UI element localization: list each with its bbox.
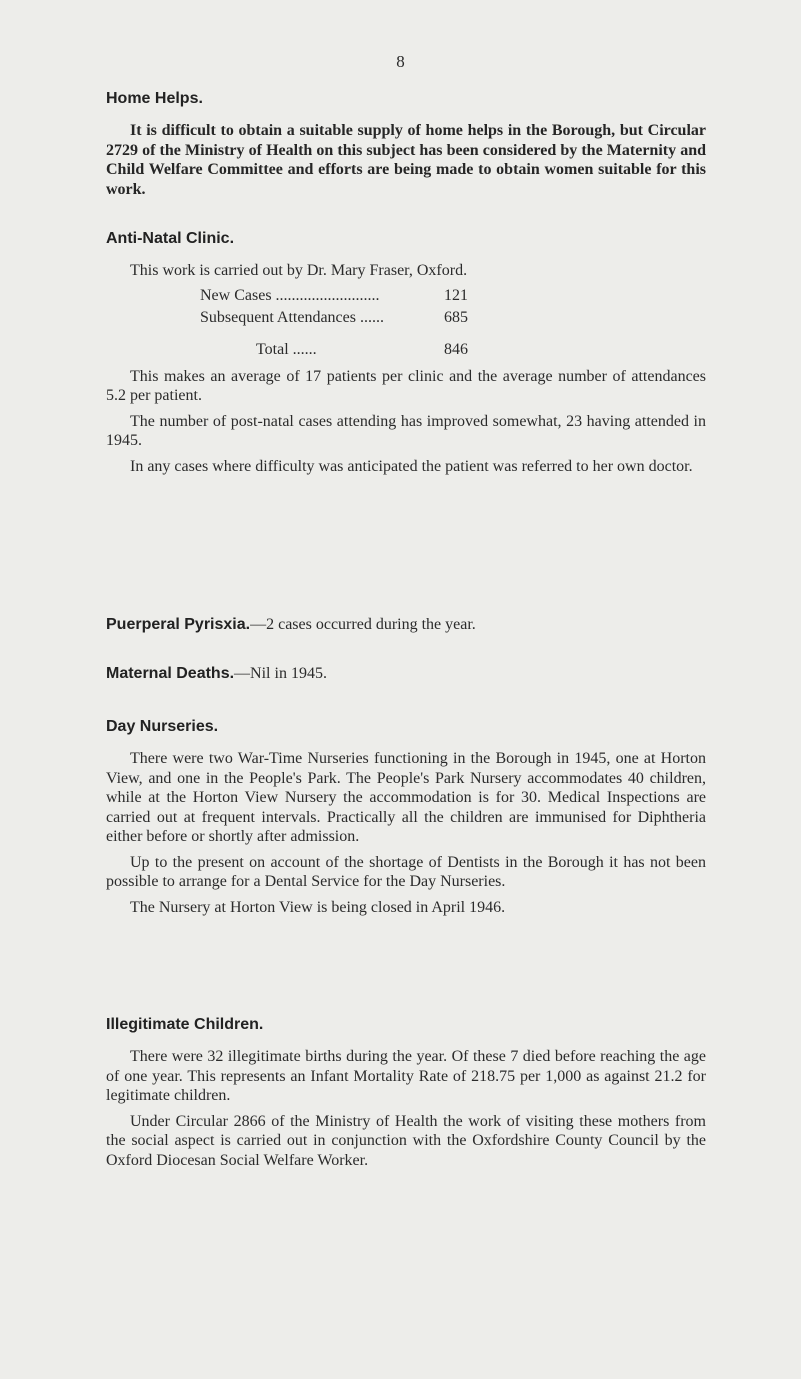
illegitimate-para-1: There were 32 illegitimate births during the year. Of these 7 died before reaching the age of one year. This represents an Infant Mortality Rate of 218.75 per 1,000 as against 21.2 for legitimate children. — [106, 1048, 706, 1104]
section-day-nurseries — [106, 718, 706, 917]
section-puerperal — [106, 615, 706, 635]
puerperal-line — [106, 615, 706, 635]
page-number: 8 — [396, 52, 405, 71]
stat-value: 685 — [444, 308, 468, 326]
heading-home-helps: Home Helps. — [106, 90, 203, 107]
day-nurseries-para-3: The Nursery at Horton View is being closed in April 1946. — [130, 898, 506, 916]
table-row — [106, 307, 706, 329]
heading-anti-natal: Anti-Natal Clinic. — [106, 230, 235, 247]
day-nurseries-para-1: There were two War-Time Nurseries functioning in the Borough in 1945, one at Horton View, and one in the People's Park. The People's Park Nursery accommodates 40 children, while at the Horton View Nursery the accommodation is for 30. Medical Inspections are carried out at frequent intervals. Practically all the children are immunised for Diphtheria either before or shortly after admission. — [106, 750, 706, 845]
section-maternal — [106, 664, 706, 684]
anti-natal-para-2: The number of post-natal cases attending has improved somewhat, 23 having attended in 1945. — [106, 412, 706, 449]
total-label: Total ...... — [256, 340, 317, 358]
table-row — [106, 285, 706, 307]
heading-puerperal: Puerperal Pyrisxia. — [106, 616, 251, 633]
total-value: 846 — [444, 340, 468, 358]
stat-label: New Cases .......................... — [200, 286, 380, 304]
stat-label: Subsequent Attendances ...... — [200, 308, 384, 326]
heading-maternal: Maternal Deaths. — [106, 665, 235, 682]
home-helps-text: It is difficult to obtain a suitable supply of home helps in the Borough, but Circular 2729 of the Ministry of Health on this subject has been considered by the Maternity and Child Welfare Committee and efforts are being made to obtain women suitable for this work. — [106, 122, 706, 198]
anti-natal-intro: This work is carried out by Dr. Mary Fraser, Oxford. — [130, 262, 468, 279]
total-row — [106, 339, 706, 361]
anti-natal-para-1: This makes an average of 17 patients per clinic and the average number of attendances 5.2 per patient. — [106, 367, 706, 404]
anti-natal-para-3: In any cases where difficulty was anticipated the patient was referred to her own doctor. — [130, 457, 693, 475]
heading-day-nurseries: Day Nurseries. — [106, 718, 219, 735]
attendance-table — [106, 285, 706, 361]
heading-illegitimate: Illegitimate Children. — [106, 1016, 264, 1033]
section-anti-natal — [106, 230, 706, 476]
day-nurseries-para-2: Up to the present on account of the shortage of Dentists in the Borough it has not been possible to arrange for a Dental Service for the Day Nurseries. — [106, 853, 706, 890]
stat-value: 121 — [444, 286, 468, 304]
maternal-text: —Nil in 1945. — [234, 665, 327, 682]
illegitimate-para-2: Under Circular 2866 of the Ministry of Health the work of visiting these mothers from the social aspect is carried out in conjunction with the Oxfordshire County Council by the Oxford Diocesan Social Welfare Worker. — [106, 1112, 706, 1169]
maternal-line — [106, 664, 706, 684]
section-illegitimate — [106, 1016, 706, 1170]
puerperal-text: —2 cases occurred during the year. — [250, 616, 476, 633]
section-home-helps — [106, 90, 706, 199]
